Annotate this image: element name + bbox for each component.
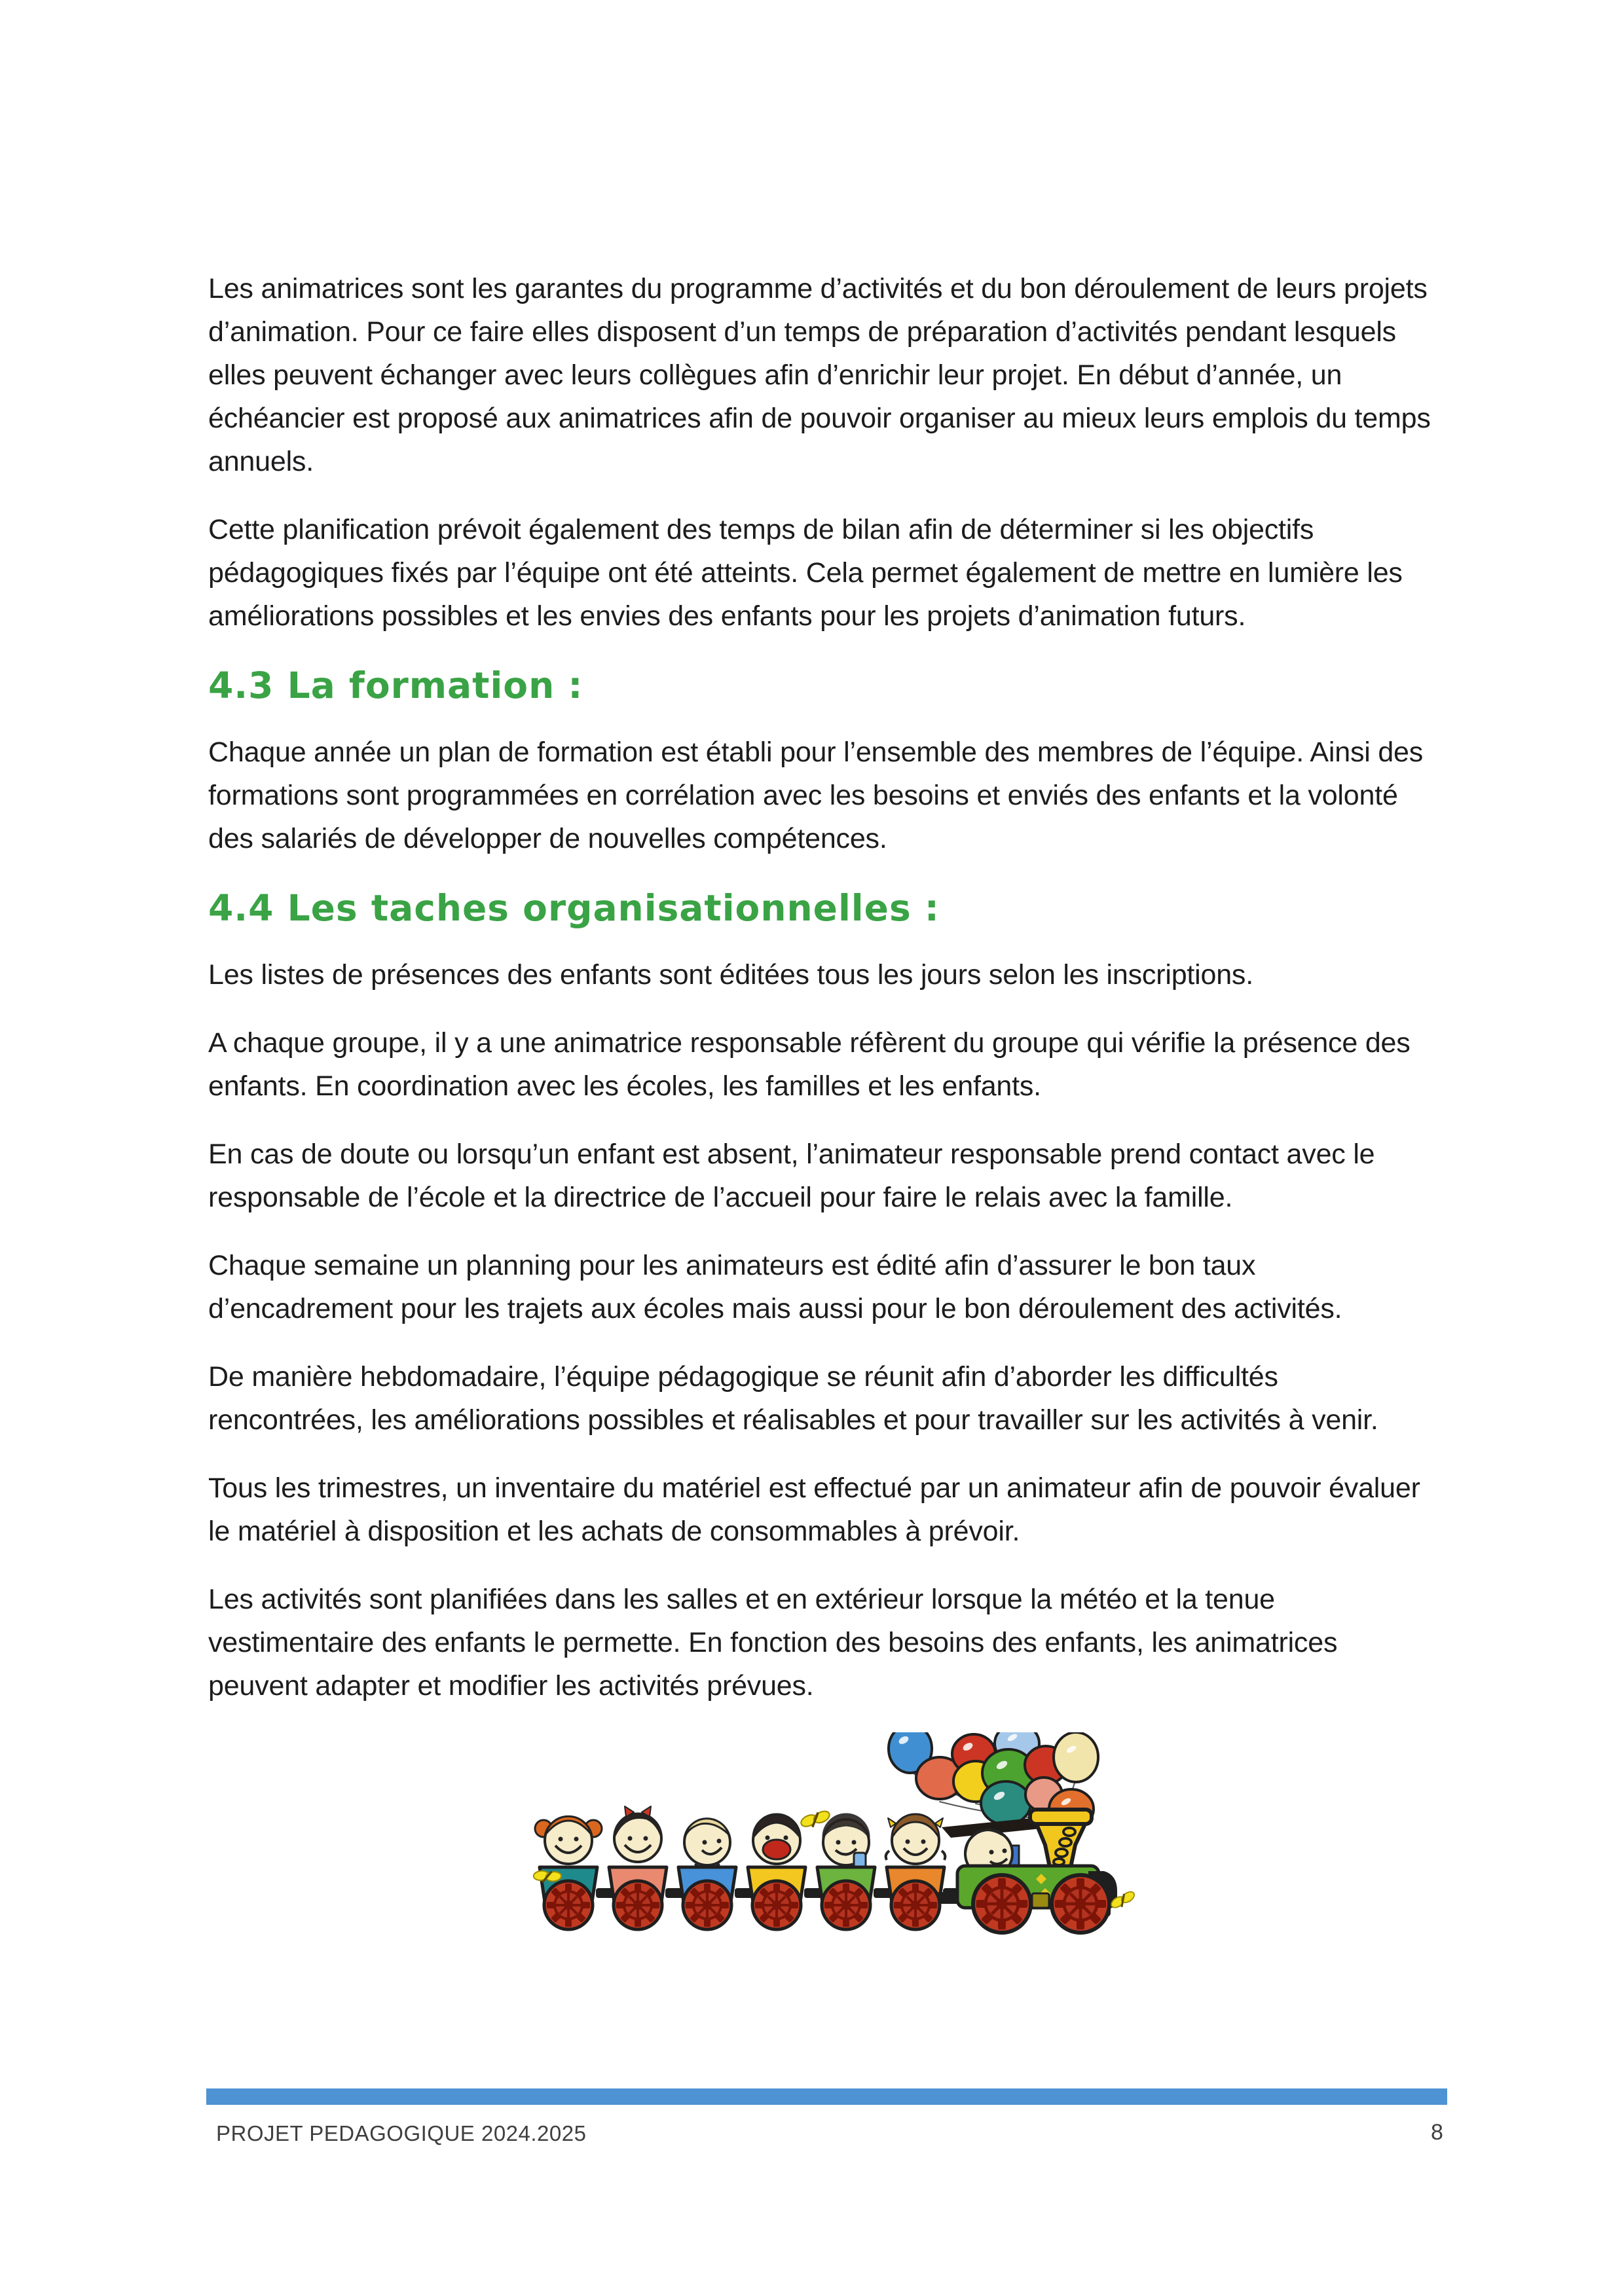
paragraph-listes-presences: Les listes de présences des enfants sont éditées tous les jours selon les inscriptions. [208, 959, 1253, 991]
paragraph-planning-animateurs: Chaque semaine un planning pour les animateurs est édité afin d’assurer le bon taux d’encadrement pour les trajets aux écoles mais aussi pour le bon déroulement des activités. [208, 1250, 1342, 1324]
child-girl-black-bob [614, 1806, 661, 1862]
paragraph-animatrices-garantes: Les animatrices sont les garantes du programme d’activités et du bon déroulement de leurs projets d’animation. Pour ce faire elles disposent d’un temps de préparation d’activités pendant lesquels elles peuvent échanger avec leurs collègues afin d’enrichir leur projet. En début d’année, un échéancier est proposé aux animatrices afin de pouvoir organiser au mieux leurs emplois du temps annuels. [208, 273, 1431, 477]
footer-page-number: 8 [1431, 2120, 1443, 2145]
paragraph-animatrice-referente: A chaque groupe, il y a une animatrice responsable réfèrent du groupe qui vérifie la présence des enfants. En coordination avec les écoles, les familles et les enfants. [208, 1027, 1411, 1102]
paragraph-activites-planifiees: Les activités sont planifiées dans les salles et en extérieur lorsque la météo et la tenue vestimentaire des enfants le permette. En fonction des besoins des enfants, les animatrices peuvent adapter et modifier les activités prévues. [208, 1584, 1338, 1702]
footer-document-title: PROJET PEDAGOGIQUE 2024.2025 [216, 2121, 587, 2145]
child-open-mouth [753, 1814, 800, 1864]
section-heading-4-3-formation: 4.3 La formation : [208, 665, 583, 706]
child-girl-yellow-bows [886, 1814, 946, 1864]
footer-divider-bar [206, 2088, 1447, 2105]
paragraph-plan-formation: Chaque année un plan de formation est établi pour l’ensemble des membres de l’équipe. Ainsi des formations sont programmées en corrélation avec les besoins et enviés des enfants et la volonté des salariés de développer de nouvelles compétences. [208, 737, 1424, 854]
section-heading-4-4-taches: 4.4 Les taches organisationnelles : [208, 887, 940, 929]
document-body [208, 267, 1439, 1935]
children-train-illustration [517, 1732, 1192, 1935]
child-blonde [684, 1819, 730, 1874]
paragraph-reunion-hebdomadaire: De manière hebdomadaire, l’équipe pédagogique se réunit afin d’aborder les difficultés rencontrées, les améliorations possibles et réalisables et pour travailler sur les activités à venir. [208, 1361, 1378, 1436]
child-girl-orange-pigtails [535, 1816, 602, 1864]
paragraph-inventaire-materiel: Tous les trimestres, un inventaire du matériel est effectué par un animateur afin de pouvoir évaluer le matériel à disposition et les achats de consommables à prévoir. [208, 1472, 1420, 1547]
paragraph-enfant-absent: En cas de doute ou lorsqu’un enfant est absent, l’animateur responsable prend contact avec le responsable de l’école et la directrice de l’accueil pour faire le relais avec la famille. [208, 1139, 1375, 1213]
paragraph-planification-bilan: Cette planification prévoit également des temps de bilan afin de déterminer si les objectifs pédagogiques fixés par l’équipe ont été atteints. Cela permet également de mettre en lumière les améliorations possibles et les envies des enfants pour les projets d’animation futurs. [208, 514, 1403, 632]
child-boy-cup [823, 1814, 869, 1870]
